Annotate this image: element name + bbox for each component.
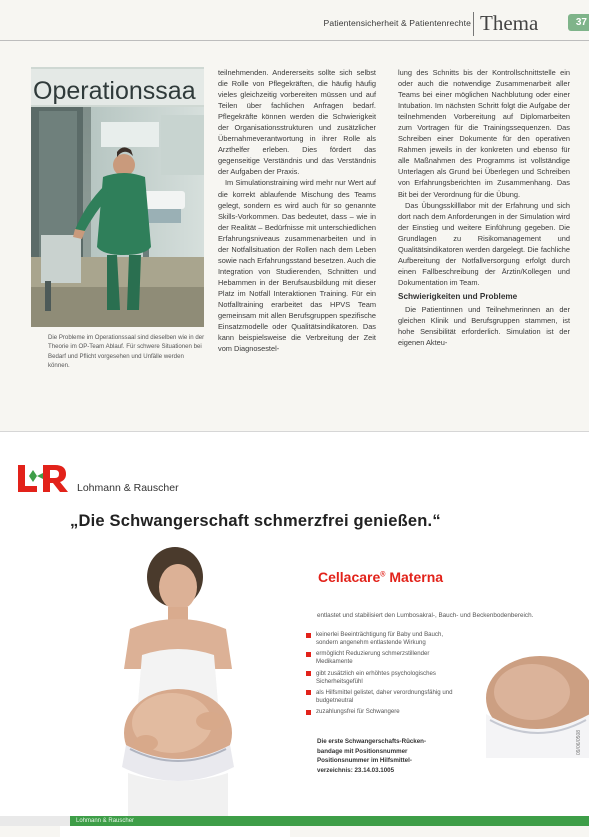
bullet-icon bbox=[306, 690, 311, 695]
product-name bbox=[318, 569, 443, 585]
ad-slogan: „Die Schwangerschaft schmerzfrei genießen.“ bbox=[70, 512, 441, 530]
page-number: 37 bbox=[568, 14, 589, 31]
benefit-item: keinerlei Beeinträchtigung für Baby und Bauch, sondern angenehm entlastende Wirkung bbox=[306, 631, 456, 647]
sign-text: Operationssaa bbox=[33, 77, 196, 105]
belly-closeup-photo bbox=[470, 650, 589, 758]
photo-caption: Die Probleme im Operationssaal sind dieselben wie in der Theorie im OP-Team Ablauf. Für schwere Situationen bei Bedarf und Pflicht vorgesehen und Unfälle werden können. bbox=[48, 334, 205, 370]
col2-paragraph-1: teilnehmenden. Andererseits sollte sich selbst die Rolle von Pflegekräften, die häufig häufig vieles gleichzeitig vorbereiten müssen und auf Teilen über fachlichen Anfragen bedarf. Pflegekräfte können werden die Schwierigkeit der Organisationsstrukturen und zusätzlicher Übernahmeverantwortung in ihrer Rolle als Arzthelfer erleben. Dies fördert das gegenseitige Verständnis und das Verständnis der Aufgaben der Praxis. bbox=[218, 68, 376, 177]
ad-green-bar bbox=[70, 816, 589, 826]
lr-logo bbox=[14, 462, 70, 494]
col3-paragraph-3: Die Patientinnen und Teilnehmerinnen an der gleichen Klinik und Berufsgruppen stammen, ist hohe Sensibilität erforderlich. Simulation ist der eigenen Akteu- bbox=[398, 304, 570, 348]
section-title: Patientensicherheit & Patientenrechte bbox=[323, 18, 471, 28]
position-line: Die erste Schwangerschafts-Rücken- bbox=[317, 738, 427, 745]
registered-mark: ® bbox=[380, 571, 386, 579]
position-line: bandage mit Positionsnummer bbox=[317, 747, 408, 755]
operating-room-photo bbox=[31, 67, 204, 327]
ad-bar-text: Lohmann & Rauscher bbox=[76, 818, 135, 824]
col2-paragraph-2: Im Simulationstraining wird mehr nur Wert auf die korrekt ablaufende Mischung des Teams gelegt, sondern es wird auch für so genannte Skills-Vorkommen. Das bedeutet, dass – wie in der Realität – Bedürfnisse mit unterschiedlichen Erfahrungsniveaus zusammenarbeiten und in der Notfallsituation der Rollen nach dem Leben sowie nach Erfahrungsstand besetzen. Auch die Integration von Studierenden, Schnitten und Hebammen in der Berufsausbildung mit dieser Platz im Notfall Interaktionen Training. Für ein Notfalltraining erarbeitet das HPVS Team gemeinsam mit allen Berufsgruppen spezifische Einsatzmodelle oder Qualitätsindikatoren. Das kann beispielsweise die Verbreitung der Zeit vom Diagnosestel- bbox=[218, 178, 376, 354]
col3-paragraph-1: lung des Schnitts bis der Kontrollschnittstelle ein oder auch die notwendige Zusammenarbeit aller Teams bei einer möglichen Nachblutung oder einer Intubation. Im nächsten Schritt folgt die Aufgabe der teilnehmenden Vorbereitung auf Diplomarbeiten zum Vortragen für die Trainingssequenzen. Das Schreiben einer Dokumente für den operativen Rahmen jeweils in der konkreten und ebenso für alle Maßnahmen des Programms ist vollständige Unterlagen als Grund bei Überlegen und Schreiben von Erfahrungsberichten im Zusammenhang. Das Bit bei der Verordnung für die Übung. bbox=[398, 68, 570, 199]
header-thema: Thema bbox=[480, 11, 539, 35]
product-line: Materna bbox=[389, 569, 444, 585]
benefit-list bbox=[306, 631, 456, 719]
product-intro: entlastet und stabilisiert den Lumbosakral-, Bauch- und Beckenbodenbereich. bbox=[317, 612, 534, 619]
ad-code: 09/06/0508 bbox=[576, 729, 582, 755]
benefit-item: zuzahlungsfrei für Schwangere bbox=[306, 708, 456, 716]
header-rule bbox=[0, 40, 589, 41]
col3-subheading: Schwierigkeiten und Probleme bbox=[398, 291, 518, 301]
bullet-icon bbox=[306, 710, 311, 715]
ad-bar-left bbox=[0, 816, 70, 826]
benefit-item: als Hilfsmittel gelistet, daher verordnungsfähig und budgetneutral bbox=[306, 689, 456, 705]
brand-name: Lohmann & Rauscher bbox=[77, 482, 179, 494]
benefit-item: gibt zusätzlich ein erhöhtes psychologisches Sicherheitsgefühl bbox=[306, 670, 456, 686]
pregnant-model-photo bbox=[60, 537, 290, 837]
bullet-icon bbox=[306, 633, 311, 638]
position-number-block bbox=[317, 737, 467, 775]
bullet-icon bbox=[306, 671, 311, 676]
benefit-item: ermöglicht Reduzierung schmerzstillender Medikamente bbox=[306, 650, 456, 666]
position-line: verzeichnis: 23.14.03.1005 bbox=[317, 766, 395, 774]
operating-room-illustration bbox=[31, 67, 204, 327]
header-separator bbox=[473, 12, 474, 36]
article-column-3 bbox=[398, 67, 570, 348]
position-line: Positionsnummer im Hilfsmittel- bbox=[317, 757, 412, 765]
bullet-icon bbox=[306, 652, 311, 657]
article-column-2 bbox=[218, 67, 376, 354]
product-brand: Cellacare bbox=[318, 569, 381, 585]
col3-paragraph-2: Das Übungsskilllabor mit der Erfahrung und sich dort nach dem Anforderungen in der Simulation wird der Einstieg und weitere Einführung gegeben. Die Grundlagen zu Risikomanagement und Qualitätsindikatoren werden dargelegt. Die fachliche Aufbereitung der Notfallversorgung erfolgt durch einen Fallbeschreibung der Ärztin/Kollegen und Dokumentation im Team. bbox=[398, 200, 570, 287]
